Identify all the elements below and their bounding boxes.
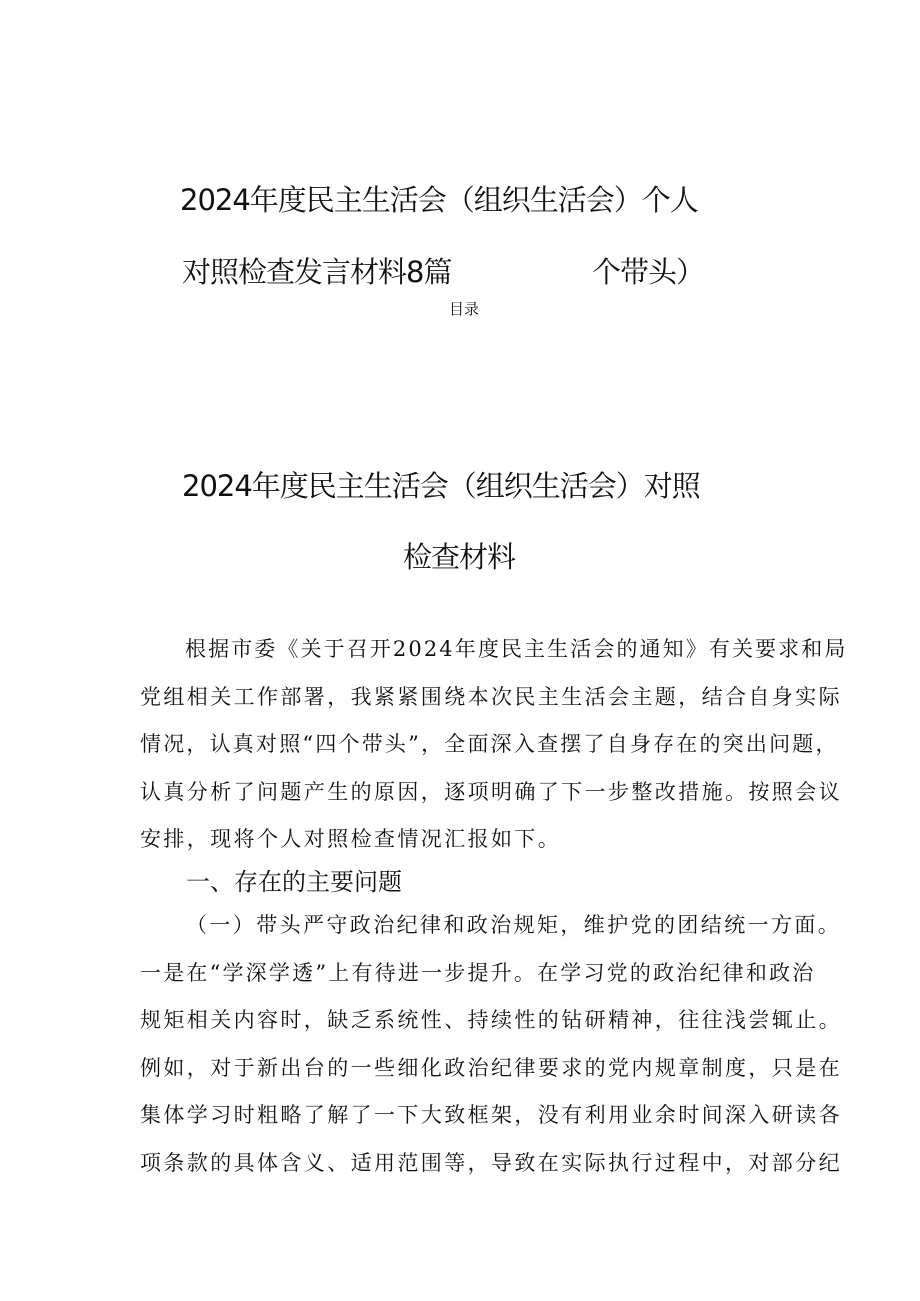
heading-main-problems: 一、存在的主要问题 xyxy=(186,868,402,896)
body-line-4: 例如，对于新出台的一些细化政治纪律要求的党内规章制度，只是在 xyxy=(140,1056,842,1080)
document-title-line-1: 2024年度民主生活会（组织生活会）个人 xyxy=(180,183,698,217)
intro-line-4: 认真分析了问题产生的原因，逐项明确了下一步整改措施。按照会议 xyxy=(140,780,842,804)
body-line-3: 规矩相关内容时，缺乏系统性、持续性的钻研精神，往往浅尝辄止。 xyxy=(140,1008,842,1032)
intro-line-3: 情况，认真对照“四个带头”，全面深入查摆了自身存在的突出问题， xyxy=(140,732,839,756)
body-line-1: （一）带头严守政治纪律和政治规矩，维护党的团结统一方面。 xyxy=(186,913,842,937)
body-line-6: 项条款的具体含义、适用范围等，导致在实际执行过程中，对部分纪 xyxy=(140,1151,842,1175)
body-line-2: 一是在“学深学透”上有待进一步提升。在学习党的政治纪律和政治 xyxy=(140,961,816,985)
body-line-5: 集体学习时粗略了解了一下大致框架，没有利用业余时间深入研读各 xyxy=(140,1103,842,1127)
intro-line-5: 安排，现将个人对照检查情况汇报如下。 xyxy=(140,827,562,851)
document-title-line-2-left: 对照检查发言材料8篇 xyxy=(182,255,452,289)
document-title-line-2-right: 个带头） xyxy=(592,255,705,289)
section-title-line-2: 检查材料 xyxy=(403,540,516,574)
intro-line-2: 党组相关工作部署，我紧紧围绕本次民主生活会主题，结合自身实际 xyxy=(140,685,842,709)
section-title-line-1: 2024年度民主生活会（组织生活会）对照 xyxy=(182,469,700,503)
table-of-contents-label: 目录 xyxy=(449,300,480,318)
intro-line-1: 根据市委《关于召开2024年度民主生活会的通知》有关要求和局 xyxy=(185,637,848,661)
